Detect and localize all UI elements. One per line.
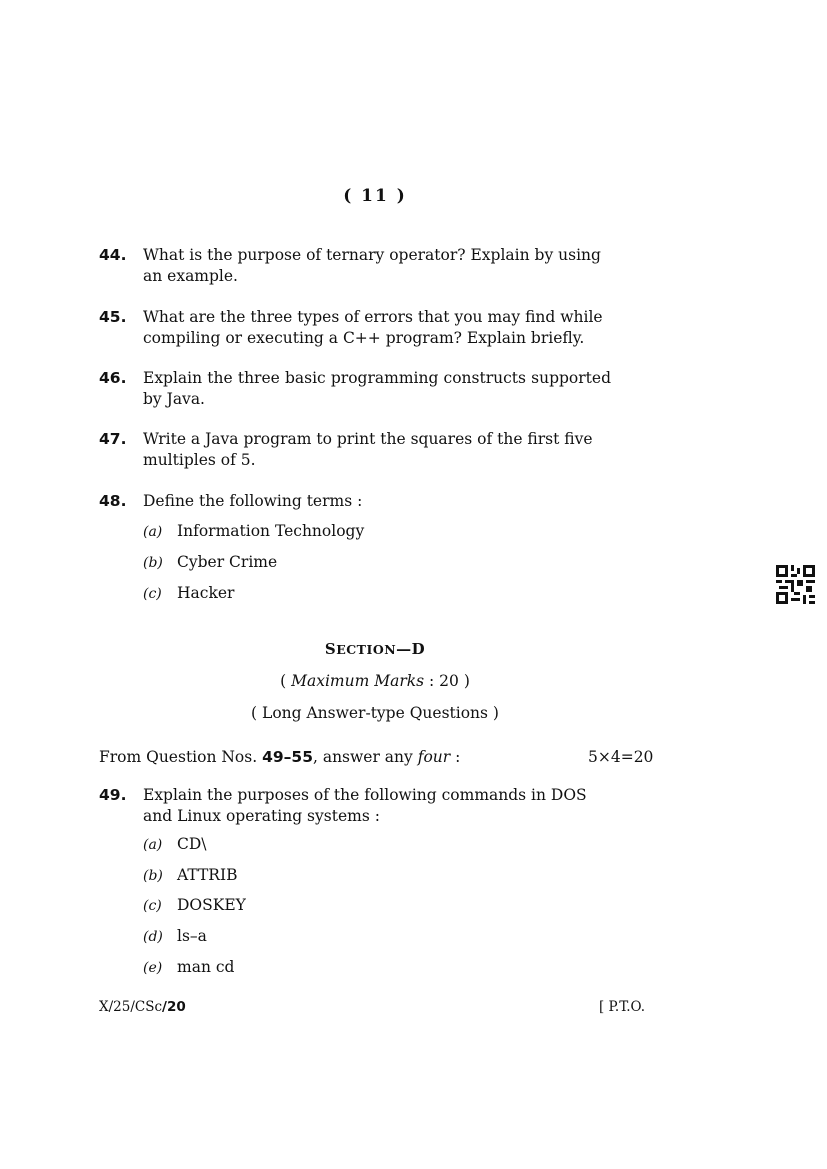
question-47 [99,429,611,471]
question-number: 49. [99,786,127,804]
instruction-suffix: : [455,748,461,766]
page-number: ( 11 ) [343,186,407,206]
marks-allocation: 5×4=20 [588,748,654,766]
paper-code-prefix: X/25/CSc [99,999,163,1015]
max-marks-label: Maximum Marks [291,672,425,690]
sub-item-label: (b) [143,868,163,884]
section-heading-smallcaps: ECTION [336,642,397,657]
sub-item-label: (c) [143,586,162,602]
question-type: ( Long Answer-type Questions ) [251,704,499,722]
question-text: Explain the three basic programming constructs supported by Java. [143,369,611,408]
paper-code-suffix: /20 [162,999,186,1015]
sub-item [143,895,246,917]
sub-item [143,926,207,948]
sub-item-label: (d) [143,929,163,945]
sub-item [143,521,364,543]
sub-item-text: DOSKEY [177,896,246,914]
instruction-word: four [417,748,451,766]
sub-item-label: (e) [143,960,163,976]
question-text: Write a Java program to print the squares of the first five multiples of 5. [143,430,593,469]
sub-item-label: (a) [143,524,163,540]
sub-item [143,583,234,605]
sub-item-text: Hacker [177,584,235,602]
sub-item-label: (b) [143,555,163,571]
section-heading-suffix: —D [396,640,426,658]
qr-code-icon [776,565,815,604]
section-heading [0,640,750,658]
sub-item-text: Information Technology [177,522,365,540]
sub-item [143,552,277,574]
sub-item-text: Cyber Crime [177,553,278,571]
sub-item-text: CD\ [177,835,207,853]
question-number: 46. [99,369,127,387]
maximum-marks [0,672,750,690]
question-text: What is the purpose of ternary operator? Explain by using an example. [143,246,601,285]
question-49 [99,785,611,827]
section-heading-initial: S [324,640,337,658]
sub-item-text: ls–a [177,927,207,945]
section-instruction [99,748,460,766]
question-44 [99,245,611,287]
sub-item-text: ATTRIB [177,866,238,884]
question-number: 44. [99,246,127,264]
question-text: What are the three types of errors that you may find while compiling or executing a C++ program? Explain briefly. [143,308,603,347]
question-text: Define the following terms : [143,492,363,510]
instruction-prefix: From Question Nos. [99,748,258,766]
max-marks-value: : 20 ) [429,672,470,690]
question-text: Explain the purposes of the following commands in DOS and Linux operating systems : [143,786,587,825]
sub-item [143,865,238,887]
question-number: 45. [99,308,127,326]
question-48 [99,491,611,512]
instruction-range: 49–55 [262,748,313,766]
question-number: 48. [99,492,127,510]
pto-note: [ P.T.O. [599,999,646,1015]
paper-code [99,999,186,1015]
question-45 [99,307,611,349]
instruction-middle: , answer any [312,748,413,766]
sub-item-text: man cd [177,958,235,976]
sub-item-label: (c) [143,898,162,914]
sub-item [143,834,207,856]
question-46 [99,368,611,410]
question-number: 47. [99,430,127,448]
sub-item-label: (a) [143,837,163,853]
max-marks-open: ( [280,672,287,690]
sub-item [143,957,234,979]
